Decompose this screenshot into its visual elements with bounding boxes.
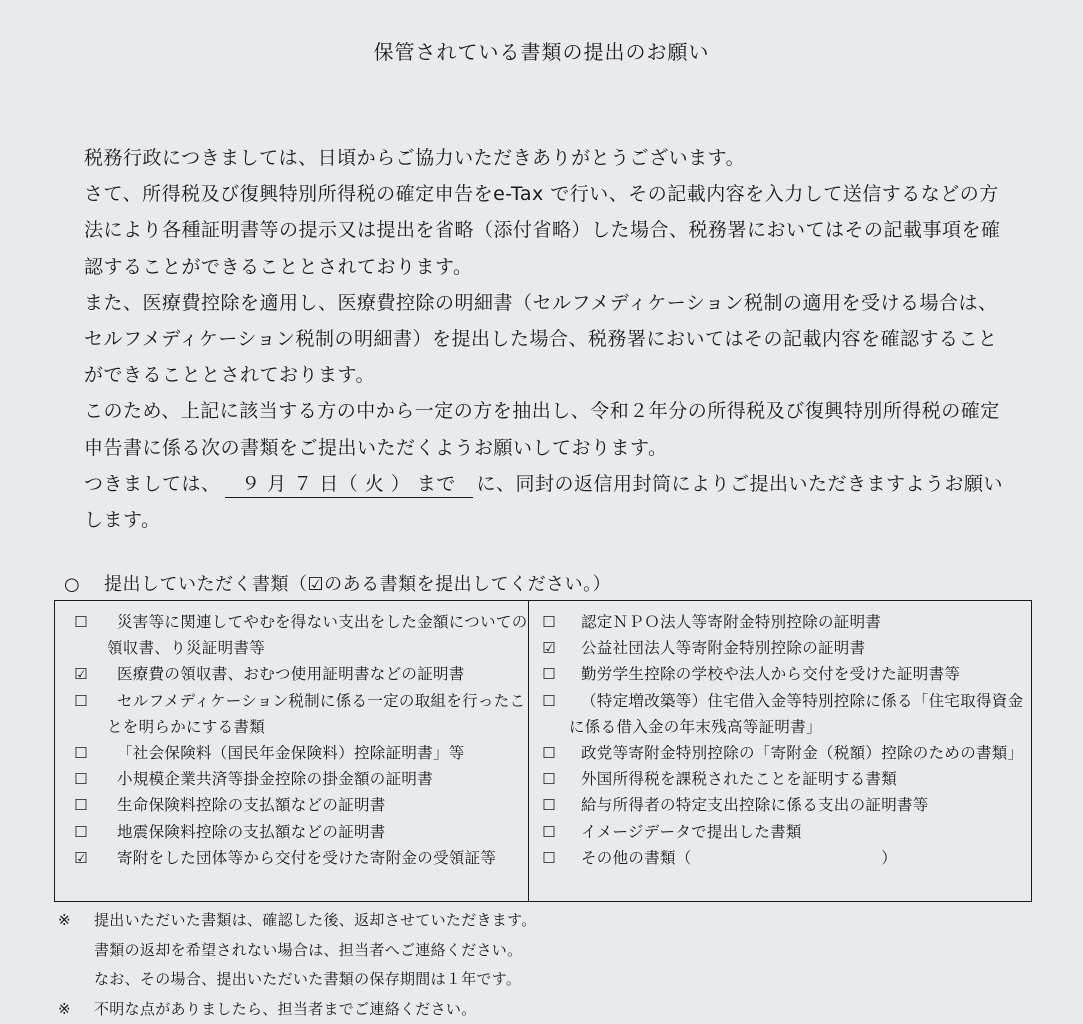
checked-checkbox-icon: ☑ — [74, 665, 88, 684]
note-mark-icon: ※ — [58, 999, 71, 1018]
checklist-item — [529, 740, 1031, 766]
paragraph-etax: さて、所得税及び復興特別所得税の確定申告をe-Tax で行い、その記載内容を入力して送信するなどの方法により各種証明書等の提示又は提出を省略（添付省略）した場合、税務署においてはその記載事項を確認することができることとされております。 — [84, 183, 1001, 278]
paragraph-deadline — [64, 466, 1014, 538]
note-return — [58, 906, 1038, 936]
deadline-prefix: つきましては、 — [84, 472, 221, 495]
checklist-item — [55, 688, 528, 740]
paragraph-greeting: 税務行政につきましては、日頃からご協力いただきありがとうございます。 — [84, 147, 746, 169]
note-mark-icon: ※ — [58, 911, 71, 929]
document-title: 保管されている書類の提出のお願い — [373, 40, 710, 64]
checklist-item-label: （特定増改築等）住宅借入金等特別控除に係る「住宅取得資金に係る借入金の年末残高等証明書」 — [569, 691, 1024, 736]
checklist-item — [529, 766, 1031, 792]
checklist-item-label: 災害等に関連してやむを得ない支出をした金額についての領収書、り災証明書等 — [107, 613, 528, 658]
checklist-item-label: 外国所得税を課税されたことを証明する書類 — [581, 770, 898, 789]
checklist-item-label: イメージデータで提出した書類 — [581, 822, 802, 841]
notes-section — [58, 906, 1038, 1024]
checklist-item-label: 政党等寄附金特別控除の「寄附金（税額）控除のための書類」 — [581, 744, 1024, 763]
checkbox-icon: ☐ — [542, 796, 556, 815]
checklist-item — [529, 688, 1031, 740]
checklist-item — [55, 661, 528, 687]
checkbox-icon: ☐ — [542, 822, 556, 841]
checkbox-icon: ☐ — [542, 691, 556, 710]
checklist-item — [55, 740, 528, 766]
checklist-item-label: 小規模企業共済等掛金控除の掛金額の証明書 — [117, 770, 434, 789]
checklist-item — [529, 819, 1031, 845]
checkbox-icon: ☐ — [74, 796, 88, 815]
checked-checkbox-icon: ☑ — [74, 848, 88, 867]
checklist-item-label: 寄附をした団体等から交付を受けた寄附金の受領証等 — [117, 848, 497, 867]
section-header — [64, 570, 611, 596]
checklist-item-label: 生命保険料控除の支払額などの証明書 — [117, 796, 386, 815]
checklist-left-column — [55, 601, 529, 901]
checklist-item — [529, 845, 1031, 871]
circle-mark-icon: ○ — [64, 574, 81, 595]
note-text: 書類の返却を希望されない場合は、担当者へご連絡ください。 — [94, 940, 523, 959]
checked-checkbox-icon: ☑ — [542, 639, 556, 658]
checklist-item-label: その他の書類（ ） — [581, 848, 898, 867]
checklist-item — [55, 792, 528, 818]
checkbox-icon: ☐ — [74, 744, 88, 763]
checklist-item-label: 医療費の領収書、おむつ使用証明書などの証明書 — [117, 665, 465, 684]
checkbox-icon: ☐ — [74, 822, 88, 841]
checklist-item — [55, 766, 528, 792]
section-label: 提出していただく書類（☑のある書類を提出してください。） — [104, 574, 612, 595]
checklist-item-label: 地震保険料控除の支払額などの証明書 — [117, 822, 386, 841]
checkbox-icon: ☐ — [74, 770, 88, 789]
paragraph-medical: また、医療費控除を適用し、医療費控除の明細書（セルフメディケーション税制の適用を受ける場合は、セルフメディケーション税制の明細書）を提出した場合、税務署においてはその記載内容を確認することができることとされております。 — [84, 291, 998, 387]
checklist-item-label: 認定ＮＰＯ法人等寄附金特別控除の証明書 — [581, 613, 882, 631]
checkbox-icon: ☐ — [74, 613, 88, 631]
checklist-item-label: 給与所得者の特定支出控除に係る支出の証明書等 — [581, 796, 929, 815]
checkbox-icon: ☐ — [542, 613, 556, 631]
checkbox-icon: ☐ — [542, 744, 556, 763]
paragraph-request: このため、上記に該当する方の中から一定の方を抽出し、令和２年分の所得税及び復興特別所得税の確定申告書に係る次の書類をご提出いただくようお願いしております。 — [84, 400, 1000, 459]
checklist-item-label: 公益社団法人等寄附金特別控除の証明書 — [581, 639, 866, 658]
checkbox-icon: ☐ — [74, 691, 88, 710]
body-text — [64, 140, 1014, 538]
deadline-date: ９ 月 ７ 日（ 火 ） まで — [225, 471, 473, 498]
deadline-suffix: に、同封の返信用封筒によりご提出いただきますようお願いします。 — [84, 472, 1004, 532]
note-text: 不明な点がありましたら、担当者までご連絡ください。 — [94, 999, 477, 1018]
note-text: なお、その場合、提出いただいた書類の保存期間は１年です。 — [94, 970, 522, 988]
checklist-item — [529, 661, 1031, 687]
checklist-item — [529, 792, 1031, 818]
checklist-right-column — [529, 601, 1031, 901]
note-text: 提出いただいた書類は、確認した後、返却させていただきます。 — [94, 911, 537, 929]
checklist-item — [529, 609, 1031, 635]
checklist-item — [55, 609, 528, 661]
checkbox-icon: ☐ — [542, 665, 556, 684]
checklist-item — [55, 819, 528, 845]
checkbox-icon: ☐ — [542, 770, 556, 789]
note-contact — [58, 995, 1038, 1024]
checklist-item-label: 勤労学生控除の学校や法人から交付を受けた証明書等 — [581, 665, 961, 684]
checkbox-icon: ☐ — [542, 848, 556, 867]
document-checklist-table — [54, 600, 1032, 902]
checklist-item-label: セルフメディケーション税制に係る一定の取組を行ったことを明らかにする書類 — [107, 691, 526, 736]
checklist-item-label: 「社会保険料（国民年金保険料）控除証明書」等 — [117, 744, 465, 763]
checklist-item — [529, 635, 1031, 661]
checklist-item — [55, 845, 528, 871]
